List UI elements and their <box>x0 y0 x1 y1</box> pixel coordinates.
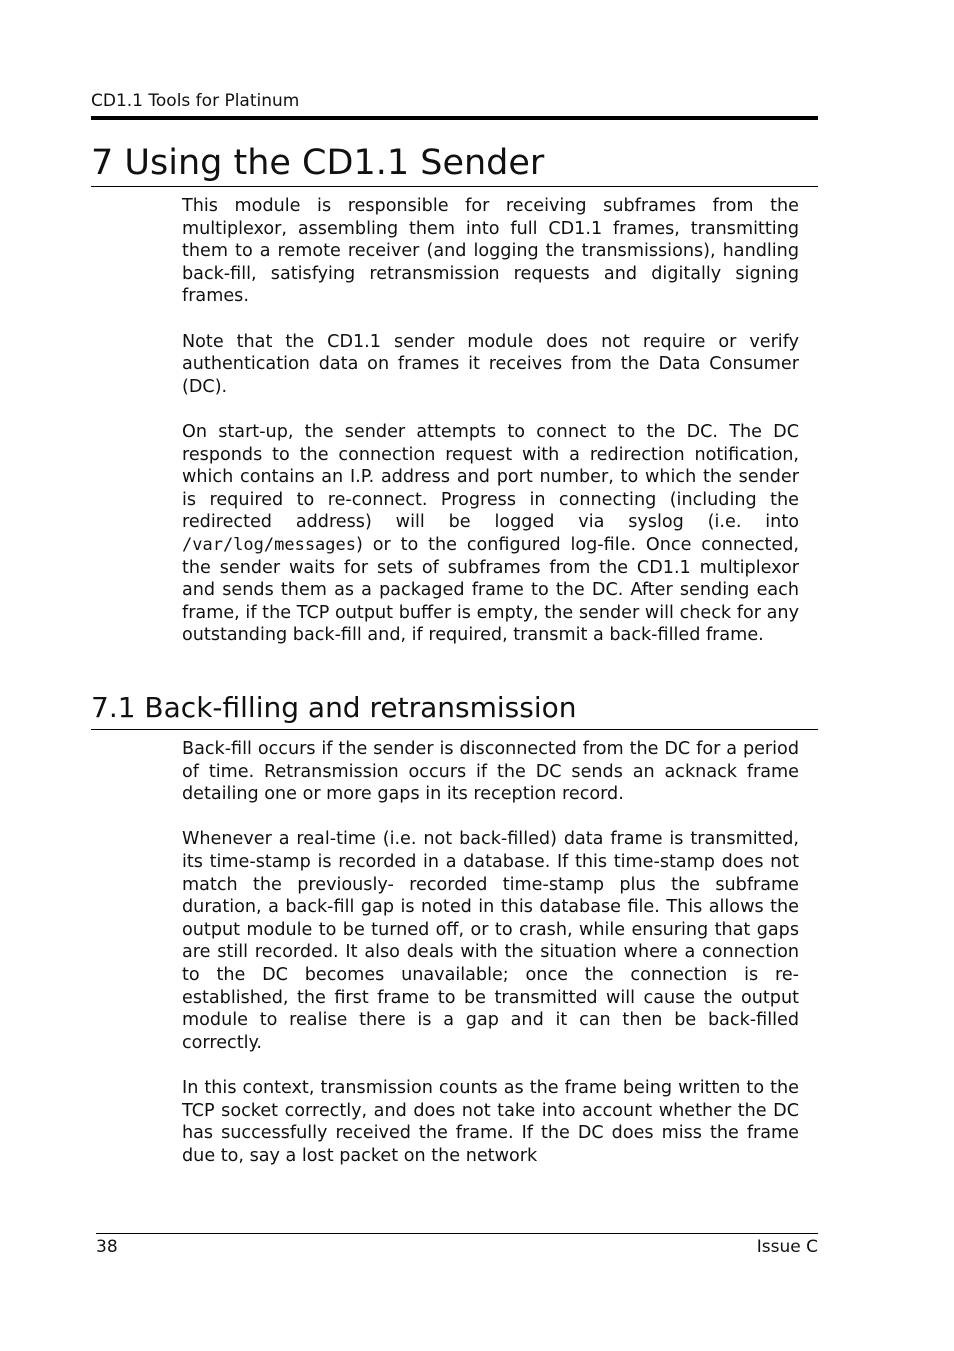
footer-rule <box>96 1233 818 1234</box>
paragraph-authentication-note: Note that the CD1.1 sender module does not require or verify authentication data on frames it receives from the Data Consumer (DC). <box>182 331 799 397</box>
paragraph-transmission-context: In this context, transmission counts as the frame being written to the TCP socket correctly, and does not take into account whether the DC has successfully received the frame. If the DC does miss the frame due to, say a lost packet on the network <box>182 1077 799 1166</box>
startup-text-before-path: On start-up, the sender attempts to connect to the DC. The DC responds to the connection request with a redirection notification, which contains an I.P. address and port number, to which the sender is required to re-connect. Progress in connecting (including the redirected address) will be logged via syslog (i.e. into <box>182 421 799 533</box>
section-heading: 7.1 Back-filling and retransmission <box>91 691 577 724</box>
paragraph-intro: This module is responsible for receiving subframes from the multiplexor, assembling them into full CD1.1 frames, transmitting them to a remote receiver (and logging the transmissions), handling back-fill, satisfying retransmission requests and digitally signing frames. <box>182 196 799 307</box>
section-body <box>182 738 799 1190</box>
section-heading-rule <box>91 729 818 730</box>
chapter-heading-rule <box>91 186 818 187</box>
startup-text-after-path: ) or to the configured log-file. Once connected, the sender waits for sets of subframes from the CD1.1 multiplexor and sends them as a packaged frame to the DC. After sending each frame, if the TCP output buffer is empty, the sender will check for any outstanding back-fill and, if required, transmit a back-filled frame. <box>182 534 799 646</box>
running-header: CD1.1 Tools for Platinum <box>91 91 300 111</box>
paragraph-startup <box>182 421 799 647</box>
paragraph-timestamp-database: Whenever a real-time (i.e. not back-filled) data frame is transmitted, its time-stamp is recorded in a database. If this time-stamp does not match the previously- recorded time-stamp plus the subframe duration, a back-fill gap is noted in this database file. This allows the output module to be turned off, or to crash, while ensuring that gaps are still recorded. It also deals with the situation where a connection to the DC becomes unavailable; once the connection is re-established, the first frame to be transmitted will cause the output module to realise there is a gap and it can then be back-filled correctly. <box>182 829 799 1053</box>
log-file-path: /var/log/messages <box>182 534 356 555</box>
chapter-body <box>182 195 799 669</box>
chapter-heading: 7 Using the CD1.1 Sender <box>91 143 545 183</box>
page-number: 38 <box>96 1237 118 1257</box>
paragraph-backfill-definition: Back-fill occurs if the sender is disconnected from the DC for a period of time. Retransmission occurs if the DC sends an acknack frame detailing one or more gaps in its reception record. <box>182 739 799 805</box>
issue-label: Issue C <box>756 1237 818 1257</box>
header-rule <box>91 116 818 120</box>
